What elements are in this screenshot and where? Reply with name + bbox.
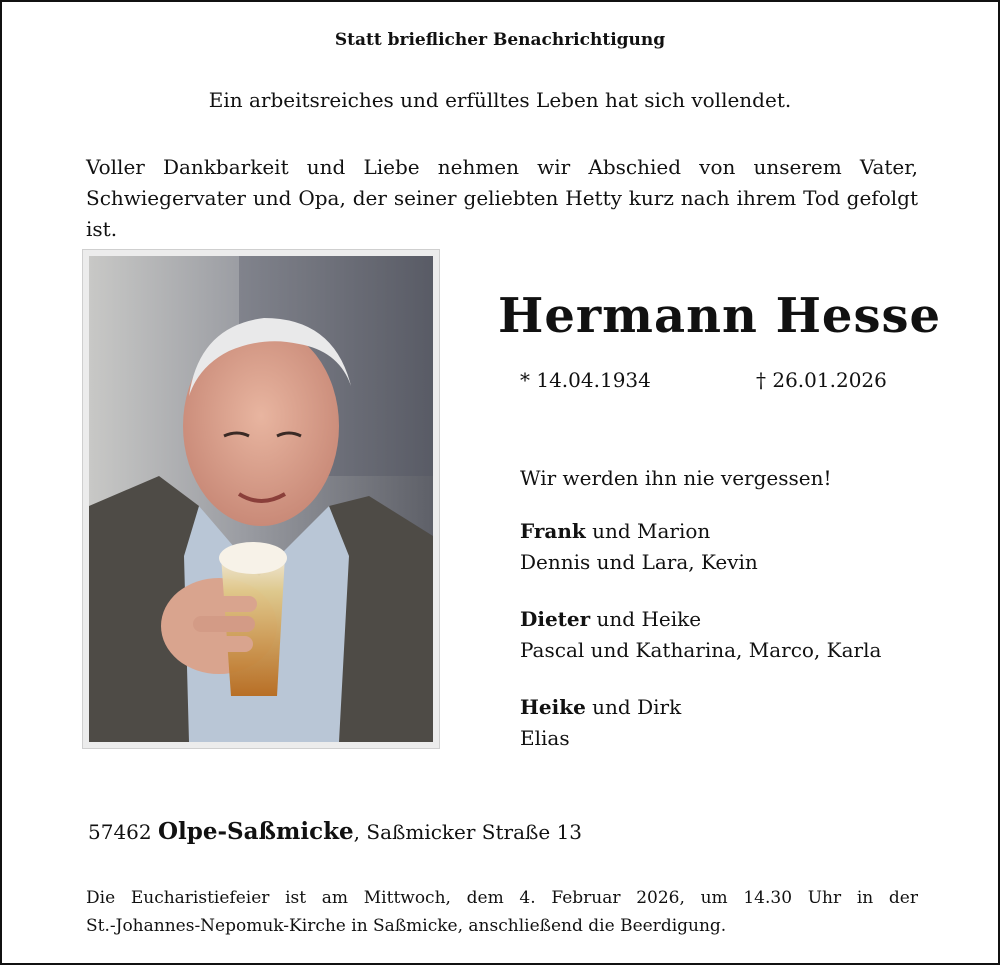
portrait-illustration: [89, 256, 433, 742]
service-line-1: Die Eucharistiefeier ist am Mittwoch, dem 4. Februar 2026, um 14.30 Uhr in der: [86, 888, 918, 908]
address-street: , Saßmicker Straße 13: [353, 820, 583, 844]
address-city: Olpe-Saßmicke: [157, 818, 354, 845]
family-2-children: Pascal und Katharina, Marco, Karla: [520, 638, 882, 662]
deceased-name: Hermann Hesse: [498, 288, 942, 344]
remembrance-quote: Wir werden ihn nie vergessen!: [520, 466, 832, 490]
family-group-3: [520, 692, 681, 754]
family-group-2: [520, 604, 881, 666]
intro-line-2: Schwiegervater und Opa, der seiner geliebten Hetty kurz nach ihrem Tod gefolgt ist.: [86, 186, 918, 241]
family-group-1: [520, 516, 758, 578]
service-notice: [86, 884, 918, 940]
family-2-name: Dieter: [520, 607, 591, 631]
header-notice: Statt brieflicher Benachrichtigung: [334, 30, 666, 50]
family-3-partner: und Dirk: [585, 695, 682, 719]
death-date: † 26.01.2026: [756, 368, 887, 392]
family-1-name: Frank: [520, 519, 586, 543]
family-2-partner: und Heike: [590, 607, 702, 631]
birth-date: * 14.04.1934: [520, 368, 651, 392]
address-zip: 57462: [88, 820, 158, 844]
mourning-address: [88, 818, 582, 845]
service-line-2: St.-Johannes-Nepomuk-Kirche in Saßmicke, anschließend die Beerdigung.: [86, 916, 727, 936]
family-3-children: Elias: [520, 726, 570, 750]
family-1-partner: und Marion: [585, 519, 711, 543]
portrait-frame: [82, 249, 440, 749]
family-3-name: Heike: [520, 695, 586, 719]
intro-paragraph: [86, 152, 918, 245]
lead-sentence: Ein arbeitsreiches und erfülltes Leben hat sich vollendet.: [208, 88, 792, 112]
family-1-children: Dennis und Lara, Kevin: [520, 550, 758, 574]
portrait-photo: [89, 256, 433, 742]
intro-line-1: Voller Dankbarkeit und Liebe nehmen wir Abschied von unserem Vater,: [86, 155, 918, 179]
